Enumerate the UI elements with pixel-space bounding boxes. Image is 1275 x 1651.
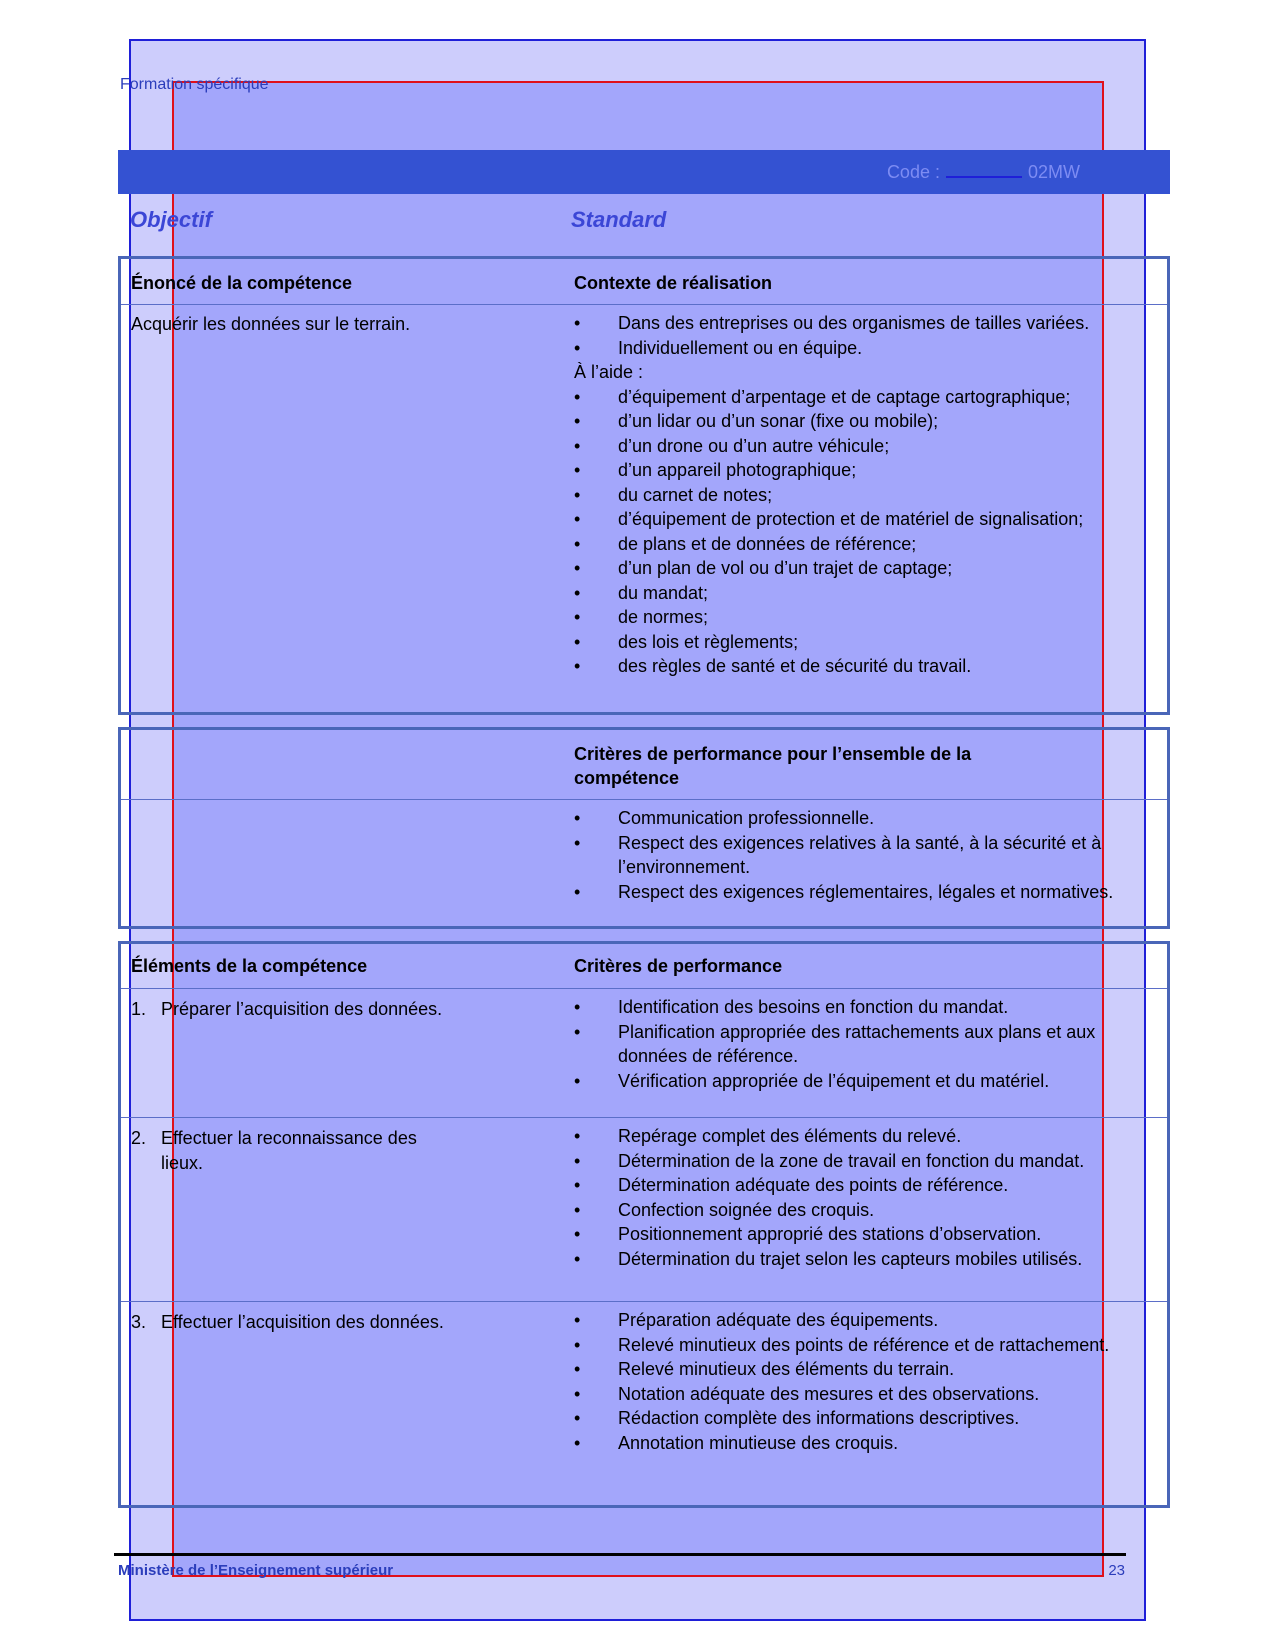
statement-heading: Énoncé de la compétence bbox=[131, 273, 353, 293]
running-header: Formation spécifique bbox=[120, 76, 269, 93]
list-item: • d’un lidar ou d’un sonar (fixe ou mobile); bbox=[574, 409, 1164, 434]
element-number: 1. bbox=[131, 999, 147, 1019]
list-item: • d’un plan de vol ou d’un trajet de captage; bbox=[574, 556, 1164, 581]
list-item: • de normes; bbox=[574, 605, 1164, 630]
element-label: Effectuer l’acquisition des données. bbox=[161, 1312, 444, 1332]
list-item: • Dans des entreprises ou des organismes de tailles variées. bbox=[574, 311, 1164, 336]
element-2 bbox=[131, 1126, 451, 1175]
list-item: • Annotation minutieuse des croquis. bbox=[574, 1431, 1164, 1456]
global-criteria-heading: Critères de performance pour l’ensemble de la compétence bbox=[574, 744, 972, 788]
element-3 bbox=[131, 1310, 571, 1335]
competence-statement: Acquérir les données sur le terrain. bbox=[131, 314, 411, 334]
page-number: 23 bbox=[1108, 1562, 1125, 1579]
context-heading: Contexte de réalisation bbox=[574, 273, 773, 293]
list-item: • Notation adéquate des mesures et des observations. bbox=[574, 1382, 1164, 1407]
list-item: • d’un appareil photographique; bbox=[574, 458, 1164, 483]
criteria-list-1 bbox=[574, 995, 1164, 1093]
list-item: • Planification appropriée des rattachements aux plans et aux données de référence. bbox=[574, 1020, 1164, 1069]
list-item: • Détermination adéquate des points de référence. bbox=[574, 1173, 1164, 1198]
table-header-row bbox=[121, 259, 1167, 304]
elements-heading: Éléments de la compétence bbox=[131, 956, 368, 976]
list-item: • Rédaction complète des informations descriptives. bbox=[574, 1406, 1164, 1431]
element-label: Préparer l’acquisition des données. bbox=[161, 999, 443, 1019]
code-label: Code : bbox=[886, 162, 940, 182]
list-item: • Identification des besoins en fonction du mandat. bbox=[574, 995, 1164, 1020]
table-row bbox=[121, 304, 1167, 710]
list-item: • Communication professionnelle. bbox=[574, 806, 1164, 831]
list-item: • Relevé minutieux des points de référence et de rattachement. bbox=[574, 1333, 1164, 1358]
list-item: • Préparation adéquate des équipements. bbox=[574, 1308, 1164, 1333]
list-item: • de plans et de données de référence; bbox=[574, 532, 1164, 557]
criteria-list-2 bbox=[574, 1124, 1164, 1271]
list-item: • Détermination du trajet selon les capteurs mobiles utilisés. bbox=[574, 1247, 1164, 1272]
table-row bbox=[121, 1117, 1167, 1301]
aide-label: À l’aide : bbox=[574, 362, 644, 382]
code-field bbox=[887, 162, 1080, 183]
list-item: • Relevé minutieux des éléments du terrain. bbox=[574, 1357, 1164, 1382]
section-objectif: Objectif bbox=[130, 207, 212, 232]
code-value: 02MW bbox=[1027, 162, 1080, 182]
context-list-a bbox=[574, 311, 1164, 360]
list-item: • d’un drone ou d’un autre véhicule; bbox=[574, 434, 1164, 459]
criteria-heading: Critères de performance bbox=[574, 956, 783, 976]
footer-rule bbox=[114, 1553, 1126, 1556]
list-item: • d’équipement d’arpentage et de captage cartographique; bbox=[574, 385, 1164, 410]
list-item: • des règles de santé et de sécurité du travail. bbox=[574, 654, 1164, 679]
context-list bbox=[574, 311, 1164, 679]
list-item: • Respect des exigences réglementaires, légales et normatives. bbox=[574, 880, 1164, 905]
global-criteria-list bbox=[574, 806, 1164, 904]
list-item: • Respect des exigences relatives à la santé, à la sécurité et à l’environnement. bbox=[574, 831, 1164, 880]
table-row bbox=[121, 799, 1167, 926]
element-number: 3. bbox=[131, 1312, 147, 1332]
list-item: • du carnet de notes; bbox=[574, 483, 1164, 508]
context-list-b bbox=[574, 385, 1164, 679]
code-underline bbox=[946, 176, 1022, 178]
list-item: • Individuellement ou en équipe. bbox=[574, 336, 1164, 361]
element-1 bbox=[131, 997, 571, 1022]
element-label: Effectuer la reconnaissance des lieux. bbox=[161, 1128, 417, 1173]
table-row bbox=[121, 988, 1167, 1117]
element-number: 2. bbox=[131, 1128, 147, 1148]
section-standard: Standard bbox=[571, 207, 667, 232]
code-bar bbox=[118, 150, 1170, 194]
table-header-row bbox=[121, 730, 1167, 799]
list-item: • Détermination de la zone de travail en fonction du mandat. bbox=[574, 1149, 1164, 1174]
list-item: • d’équipement de protection et de matériel de signalisation; bbox=[574, 507, 1164, 532]
list-item: • Vérification appropriée de l’équipement et du matériel. bbox=[574, 1069, 1164, 1094]
elements-table bbox=[118, 941, 1170, 1508]
list-item: • Positionnement approprié des stations d’observation. bbox=[574, 1222, 1164, 1247]
list-item: • des lois et règlements; bbox=[574, 630, 1164, 655]
list-item: • du mandat; bbox=[574, 581, 1164, 606]
list-item: • Repérage complet des éléments du relevé. bbox=[574, 1124, 1164, 1149]
competence-table bbox=[118, 256, 1170, 715]
table-header-row bbox=[121, 944, 1167, 988]
criteria-list-3 bbox=[574, 1308, 1164, 1455]
footer-ministry: Ministère de l’Enseignement supérieur bbox=[118, 1562, 394, 1579]
table-row bbox=[121, 1301, 1167, 1507]
global-criteria-table bbox=[118, 727, 1170, 929]
list-item: • Confection soignée des croquis. bbox=[574, 1198, 1164, 1223]
